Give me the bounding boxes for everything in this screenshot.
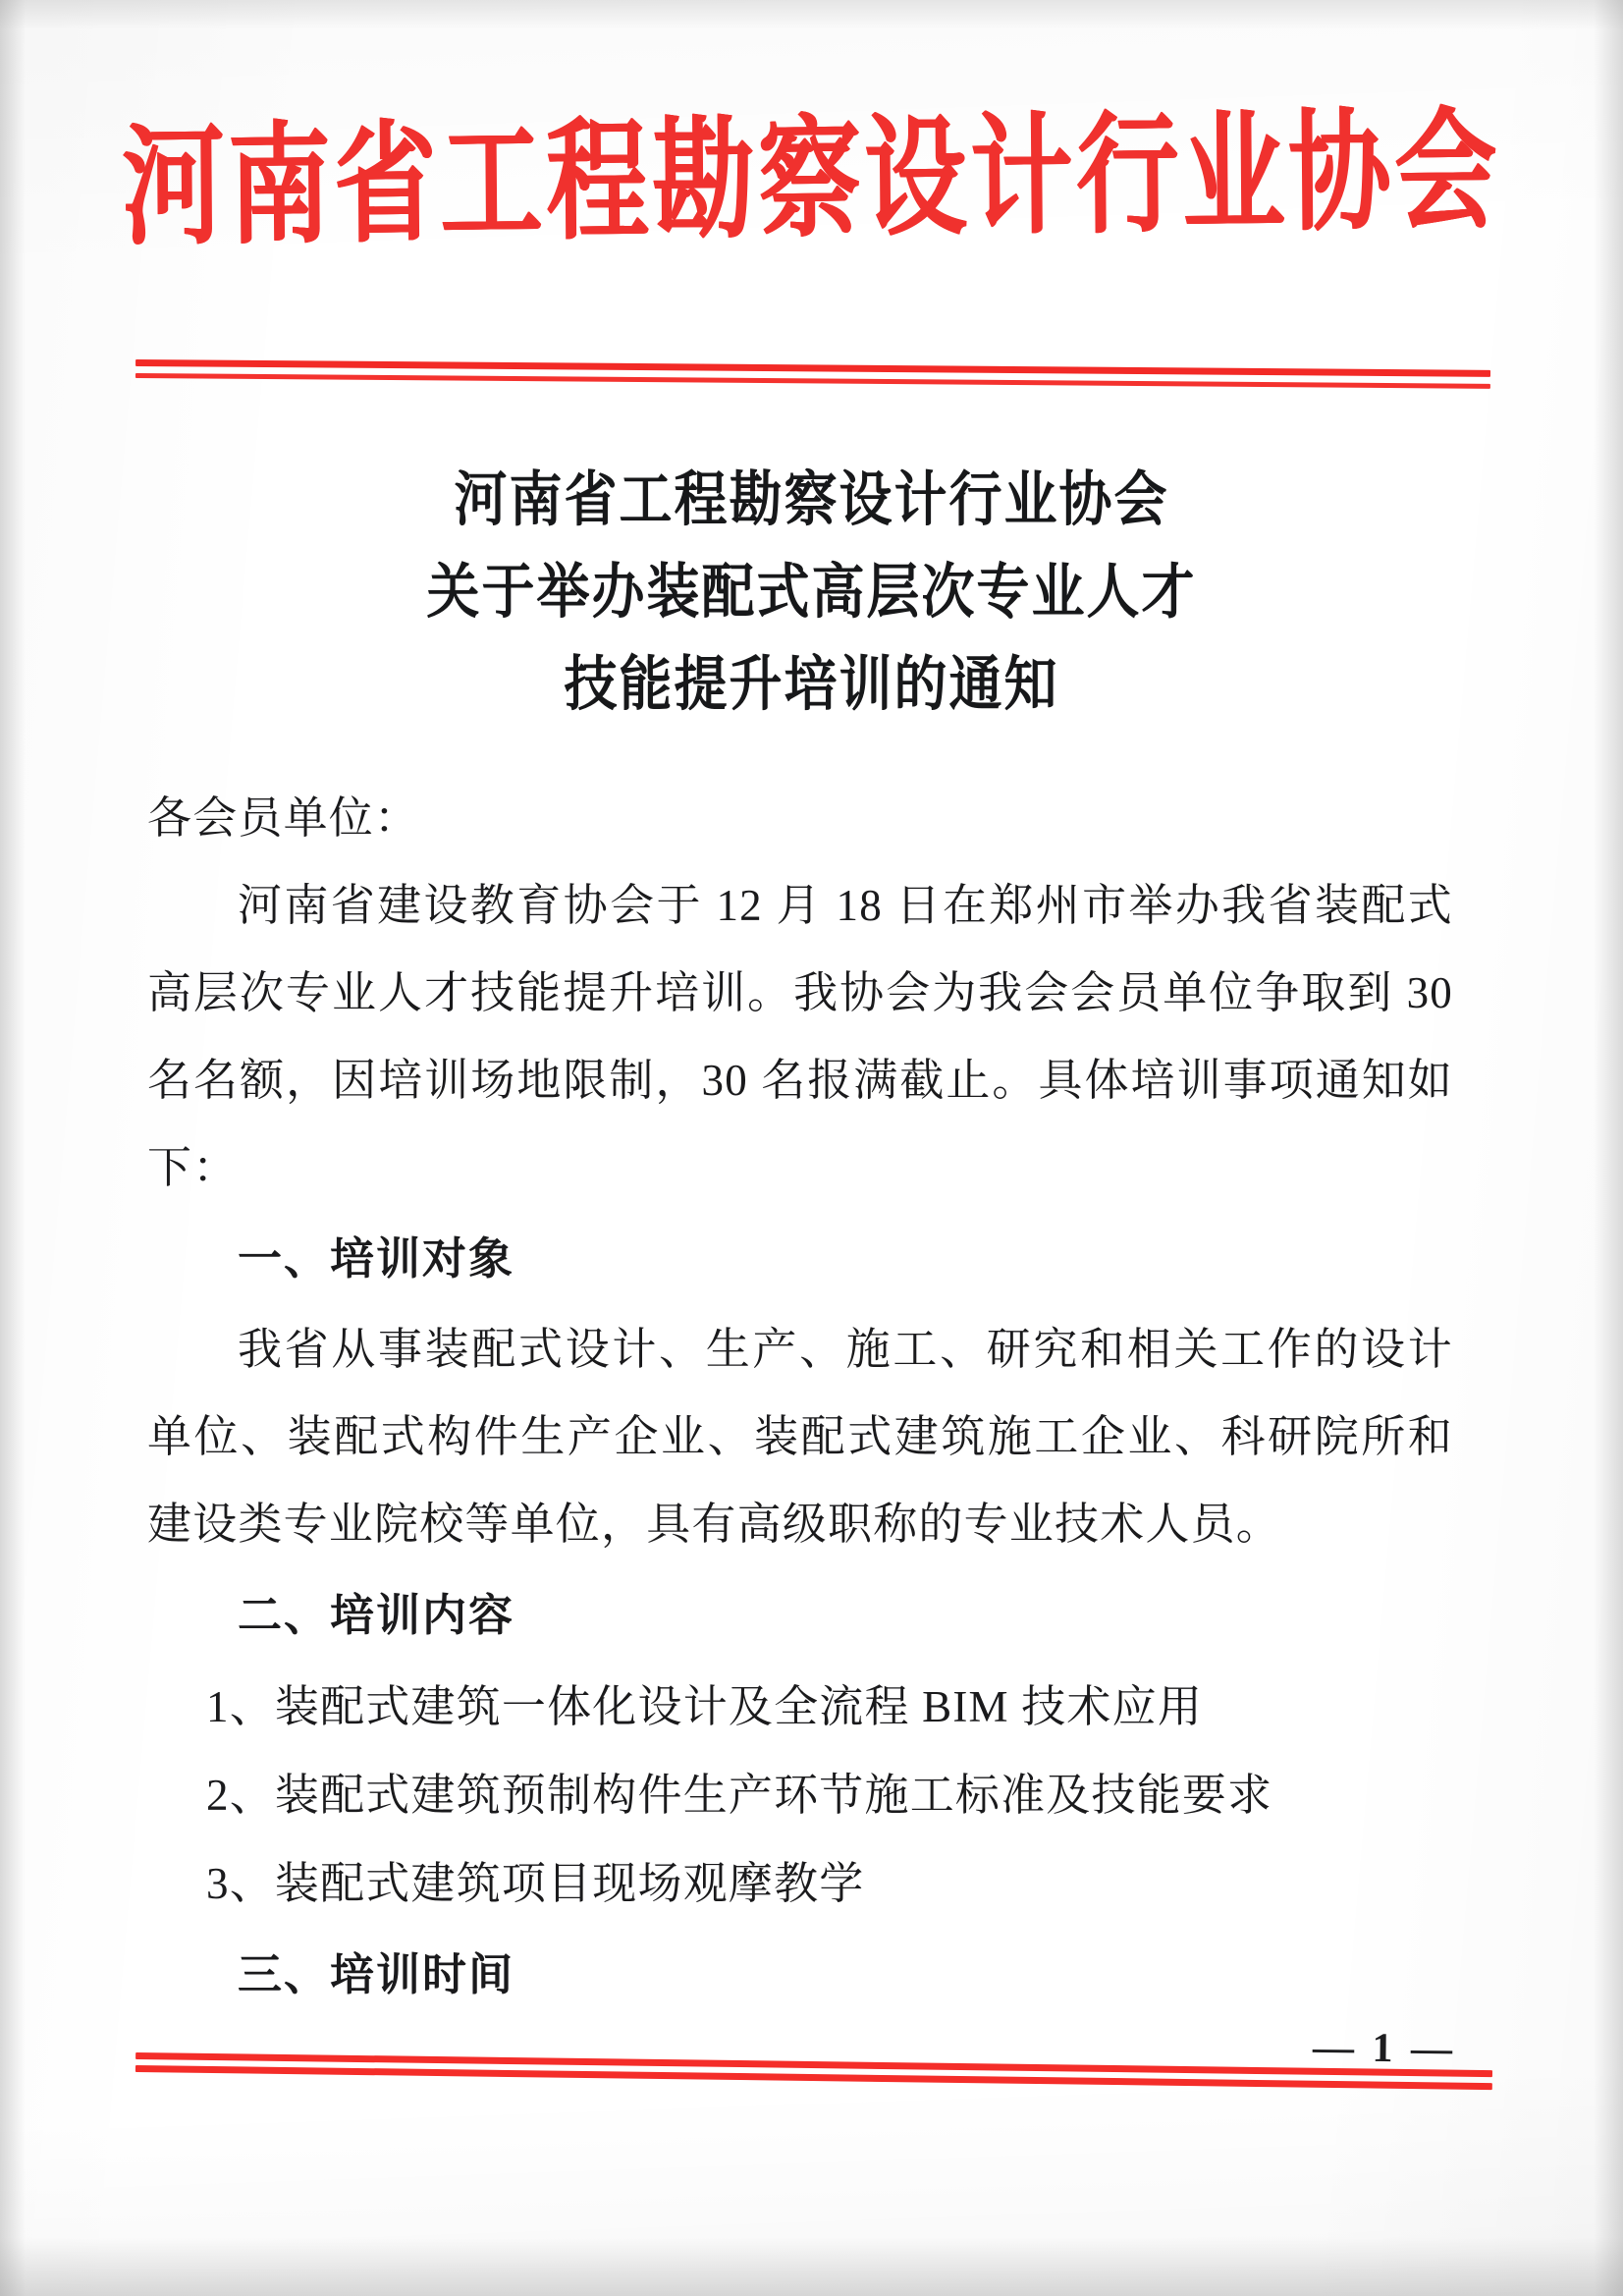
- section-heading-2: 二、培训内容: [238, 1590, 515, 1640]
- scan-edge-right: [1594, 0, 1623, 2296]
- scan-edge-left: [0, 0, 26, 2296]
- intro-paragraph: 河南省建设教育协会于 12 月 18 日在郑州市举办我省装配式高层次专业人才技能提升培训。我协会为我会会员单位争取到 30 名名额，因培训场地限制，30 名报满截止。具体培训事项通知如下：: [147, 881, 1466, 1192]
- salutation: 各会员单位：: [147, 793, 420, 843]
- training-content-item-3: 3、装配式建筑项目现场观摩教学: [206, 1859, 865, 1908]
- footer-divider-rule: [135, 2052, 1492, 2094]
- section-paragraph-1: 我省从事装配式设计、生产、施工、研究和相关工作的设计单位、装配式构件生产企业、装配式建筑施工企业、科研院所和建设类专业院校等单位，具有高级职称的专业技术人员。: [147, 1325, 1453, 1549]
- scan-edge-bottom: [0, 2237, 1623, 2296]
- document-title: [0, 454, 1623, 731]
- scan-edge-top: [0, 0, 1623, 29]
- section-heading-3: 三、培训时间: [238, 1949, 515, 1999]
- document-body: [147, 774, 1466, 2022]
- letterhead-organization-name: 河南省工程勘察设计行业协会: [122, 99, 1502, 262]
- letterhead: [0, 99, 1623, 262]
- document-title-line-1: 河南省工程勘察设计行业协会: [454, 466, 1169, 533]
- training-content-item-1: 1、装配式建筑一体化设计及全流程 BIM 技术应用: [206, 1682, 1204, 1731]
- document-title-line-2: 关于举办装配式高层次专业人才: [426, 559, 1197, 626]
- page-number: — 1 —: [1312, 2025, 1457, 2072]
- section-heading-1: 一、培训对象: [238, 1233, 515, 1284]
- divider-line-lower: [135, 373, 1490, 389]
- training-content-item-2: 2、装配式建筑预制构件生产环节施工标准及技能要求: [206, 1771, 1273, 1820]
- document-title-line-3: 技能提升培训的通知: [564, 651, 1059, 718]
- letterhead-divider-rule: [135, 359, 1490, 392]
